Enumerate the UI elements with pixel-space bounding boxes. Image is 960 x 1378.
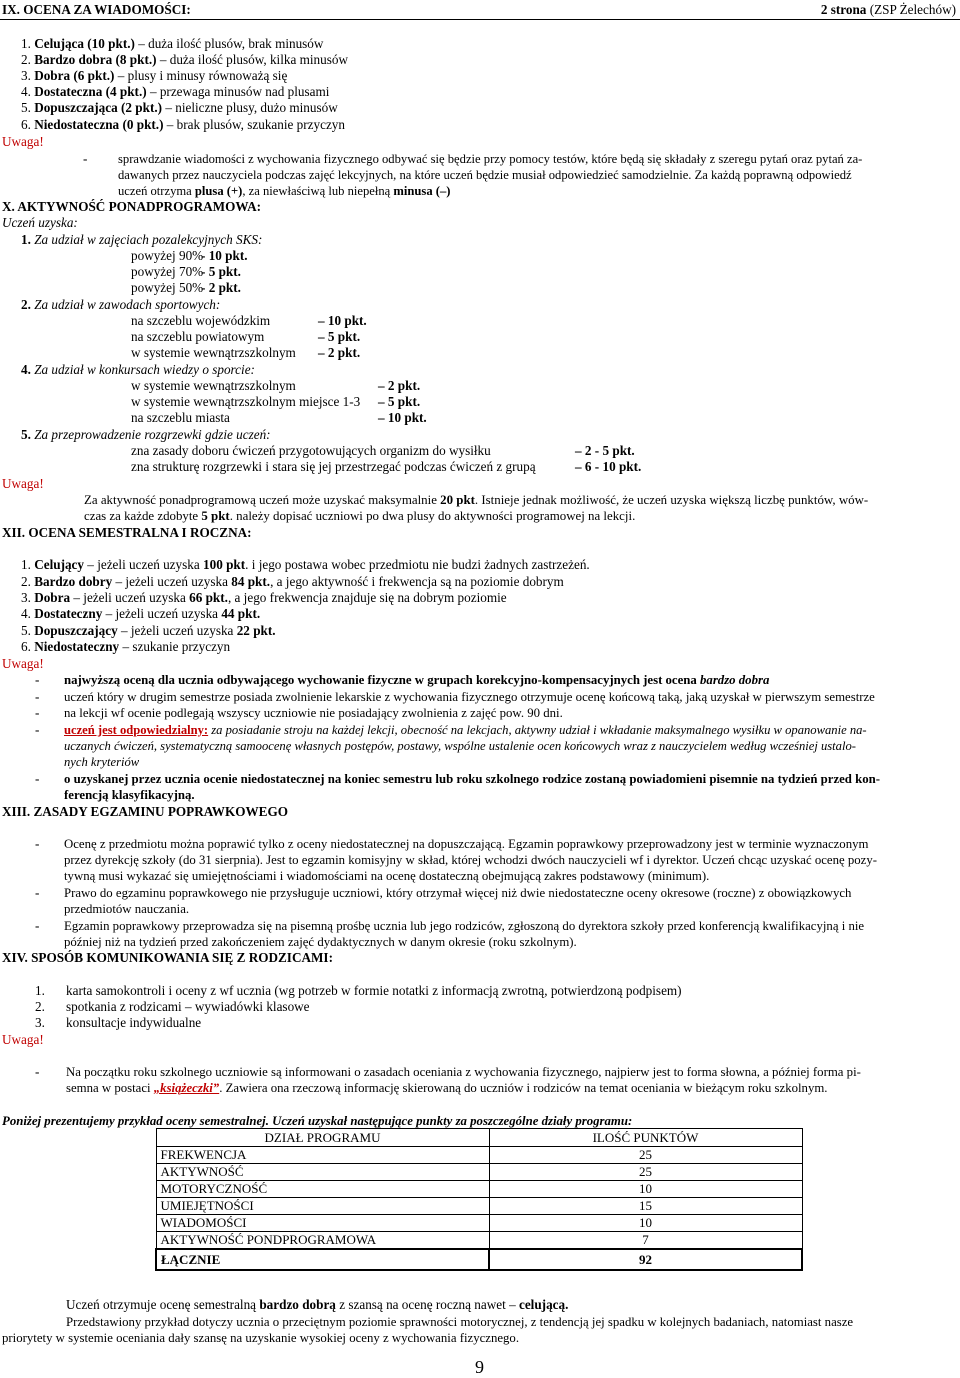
extra-row-label: w systemie wewnątrzszkolnym miejsce 1-3	[131, 394, 361, 409]
page-label-bold: 2 strona	[820, 2, 867, 17]
table-cell: WIADOMOŚCI	[156, 1215, 489, 1232]
extra-row-points: – 10 pkt.	[318, 313, 367, 328]
dash-bullet: -	[35, 689, 40, 704]
table-cell: 25	[489, 1164, 802, 1181]
list-item: 6. Niedostateczna (0 pkt.) – brak plusów, szukanie przyczyn	[21, 117, 345, 132]
extra-group-title: 5. Za przeprowadzenie rozgrzewki gdzie uczeń:	[21, 427, 271, 442]
semester-note: najwyższą oceną dla ucznia odbywającego wychowanie fizyczne w grupach korekcyjno-kompensacyjnych jest ocena bardzo dobra	[64, 673, 770, 687]
extra-row-points: – 2 pkt.	[318, 345, 361, 360]
list-item: 2. Bardzo dobry – jeżeli uczeń uzyska 84 pkt., a jego aktywność i frekwencja są na poziomie dobrym	[21, 574, 564, 589]
dash-bullet: -	[35, 705, 40, 720]
semester-note: nych kryteriów	[64, 755, 140, 769]
points-table	[155, 1128, 803, 1271]
dash-bullet: -	[83, 151, 88, 166]
semester-note: uczeń który w drugim semestrze posiada zwolnienie lekarskie z wychowania fizycznego otrzymuje ocenę końcową taką, jaką uzyskał w pierwszym semestrze	[64, 690, 875, 704]
dash-bullet: -	[35, 722, 40, 737]
dash-bullet: -	[35, 672, 40, 687]
dash-bullet: -	[35, 836, 40, 851]
table-row	[156, 1147, 802, 1164]
section-title-x: X. AKTYWNOŚĆ PONADPROGRAMOWA:	[2, 199, 261, 214]
table-cell: AKTYWNOŚĆ PONDPROGRAMOWA	[156, 1232, 489, 1250]
extra-subtitle: Uczeń uzyska:	[2, 215, 78, 230]
list-item: 5. Dopuszczająca (2 pkt.) – nieliczne plusy, dużo minusów	[21, 100, 338, 115]
dash-bullet: -	[35, 918, 40, 933]
extra-row-label: powyżej 50%	[131, 280, 204, 295]
extra-row-points: – 5 pkt.	[318, 329, 361, 344]
dash-bullet: -	[35, 771, 40, 786]
page-label-school: (ZSP Żelechów)	[866, 2, 956, 17]
uwaga-label: Uwaga!	[2, 1032, 44, 1047]
comm-note-line: Na początku roku szkolnego uczniowie są informowani o zasadach oceniania z wychowania fizycznego, najpierw jest to forma słowna, a później forma pi-	[66, 1065, 861, 1079]
extra-row-label: w systemie wewnątrzszkolnym	[131, 378, 296, 393]
section-title-xii: XII. OCENA SEMESTRALNA I ROCZNA:	[2, 525, 252, 540]
table-header: ILOŚĆ PUNKTÓW	[489, 1129, 802, 1147]
page-number: 9	[475, 1357, 484, 1377]
table-cell: AKTYWNOŚĆ	[156, 1164, 489, 1181]
list-item: 1. Celująca (10 pkt.) – duża ilość plusów, brak minusów	[21, 36, 324, 51]
extra-row-label: powyżej 70%	[131, 264, 204, 279]
table-row	[156, 1181, 802, 1198]
extra-row-label: zna strukturę rozgrzewki i stara się jej przestrzegać podczas ćwiczeń z grupą	[131, 459, 536, 474]
extra-row-label: na szczeblu miasta	[131, 410, 230, 425]
table-row	[156, 1232, 802, 1250]
extra-row-label: na szczeblu powiatowym	[131, 329, 265, 344]
table-cell: MOTORYCZNOŚĆ	[156, 1181, 489, 1198]
extra-note-line: Za aktywność ponadprogramową uczeń może uzyskać maksymalnie 20 pkt. Istnieje jednak możliwość, że uczeń uzyska większą liczbę punktów, wów-	[84, 493, 869, 507]
extra-row-points: – 2 - 5 pkt.	[575, 443, 635, 458]
knowledge-note-line: uczeń otrzyma plusa (+), za niewłaściwą lub niepełną minusa (–)	[118, 184, 451, 198]
extra-row-points: - 5 pkt.	[201, 264, 241, 279]
list-item: 1.	[35, 983, 45, 998]
table-total-label: ŁĄCZNIE	[156, 1249, 489, 1270]
uwaga-label: Uwaga!	[2, 656, 44, 671]
extra-group-title: 4. Za udział w konkursach wiedzy o sporcie:	[21, 362, 255, 377]
page-label	[821, 2, 956, 18]
table-cell: 15	[489, 1198, 802, 1215]
section-title-xiv: XIV. SPOSÓB KOMUNIKOWANIA SIĘ Z RODZICAMI:	[2, 950, 333, 965]
comm-note-line: semna w postaci „książeczki”. Zawiera ona rzeczową informację skierowaną do uczniów i rodziców na temat oceniania w bieżącym roku szkolnym.	[66, 1081, 828, 1095]
semester-note: o uzyskanej przez ucznia ocenie niedostatecznej na koniec semestru lub roku szkolnego rodzice zostaną powiadomieni pisemnie na tydzień przed kon-	[64, 772, 881, 786]
list-item: 5. Dopuszczający – jeżeli uczeń uzyska 22 pkt.	[21, 623, 276, 638]
list-item-text: karta samokontroli i oceny z wf ucznia (wg potrzeb w formie notatki z informacją zwrotną, potwierdzoną podpisem)	[66, 983, 682, 998]
list-item: 4. Dostateczna (4 pkt.) – przewaga minusów nad plusami	[21, 84, 330, 99]
exam-paragraph-line: Egzamin poprawkowy przeprowadza się na pisemną prośbę ucznia lub jego rodziców, zgłoszoną do dyrektora szkoły przed konferencją kwalifikacyjną i nie	[64, 919, 865, 933]
extra-row-label: na szczeblu wojewódzkim	[131, 313, 271, 328]
table-cell: UMIEJĘTNOŚCI	[156, 1198, 489, 1215]
dash-bullet: -	[35, 885, 40, 900]
extra-row-points: - 10 pkt.	[201, 248, 248, 263]
list-item: 3. Dobra (6 pkt.) – plusy i minusy równoważą się	[21, 68, 288, 83]
table-header: DZIAŁ PROGRAMU	[156, 1129, 489, 1147]
table-cell: 10	[489, 1215, 802, 1232]
list-item: 6. Niedostateczny – szukanie przyczyn	[21, 639, 231, 654]
list-item: 3.	[35, 1015, 45, 1030]
table-total-row	[156, 1249, 802, 1270]
table-row	[156, 1198, 802, 1215]
section-title-xiii: XIII. ZASADY EGZAMINU POPRAWKOWEGO	[2, 804, 288, 819]
extra-note-line: czas za każde zdobyte 5 pkt. należy dopisać uczniowi po dwa plusy do aktywności programowej na lekcji.	[84, 509, 636, 523]
list-item-text: spotkania z rodzicami – wywiadówki klasowe	[66, 999, 310, 1014]
exam-paragraph-line: Prawo do egzaminu poprawkowego nie przysługuje uczniowi, który otrzymał więcej niż dwie niedostateczne oceny okresowe (roczne) z obowiązkowych	[64, 886, 852, 900]
semester-note: ferencją klasyfikacyjną.	[64, 788, 195, 802]
extra-row-points: – 6 - 10 pkt.	[575, 459, 642, 474]
header-rule	[0, 19, 960, 20]
exam-paragraph-line: później niż na tydzień przed zakończeniem zajęć dydaktycznych w danym okresie (roku szkolnym).	[64, 935, 577, 949]
table-cell: 7	[489, 1232, 802, 1250]
list-item-text: konsultacje indywidualne	[66, 1015, 202, 1030]
exam-paragraph-line: przez dyrekcję szkoły (do 31 sierpnia). Jest to egzamin komisyjny w skład, której wchodzi dwóch nauczycieli wf i dyrektor. Uczeń chcąc uzyskać ocenę pozy-	[64, 853, 878, 867]
semester-note: uczanych ćwiczeń, systematyczną samoocenę własnych postępów, postawy, wspólne ustalenie ocen końcowych wraz z nauczycielem według wcześniej ustalo-	[64, 739, 856, 753]
table-cell: 25	[489, 1147, 802, 1164]
knowledge-note-line: sprawdzanie wiadomości z wychowania fizycznego odbywać się będzie przy pomocy testów, które będą się składały z szeregu pytań oraz pytań za-	[118, 152, 863, 166]
uwaga-label: Uwaga!	[2, 476, 44, 491]
semester-note: uczeń jest odpowiedzialny: za posiadanie stroju na każdej lekcji, obecność na lekcjach, aktywny udział i wkładanie maksymalnego wysiłku w opanowanie na-	[64, 723, 867, 737]
list-item: 2.	[35, 999, 45, 1014]
uwaga-label: Uwaga!	[2, 134, 44, 149]
extra-group-title: 1. Za udział w zajęciach pozalekcyjnych SKS:	[21, 232, 263, 247]
table-header-row	[156, 1129, 802, 1147]
dash-bullet: -	[35, 1064, 40, 1079]
extra-group-title: 2. Za udział w zawodach sportowych:	[21, 297, 221, 312]
exam-paragraph-line: tywną musi wykazać się umiejętnościami i wiadomościami na ocenę dostateczną obejmującą zakres podstawowy (minimum).	[64, 869, 710, 883]
list-item: 2. Bardzo dobra (8 pkt.) – duża ilość plusów, kilka minusów	[21, 52, 348, 67]
knowledge-note-line: dawanych przez nauczyciela podczas zajęć lekcyjnych, na które uczeń będzie musiał odpowiedzieć samodzielnie. Za każdą poprawną odpowiedź	[118, 168, 852, 182]
table-cell: FREKWENCJA	[156, 1147, 489, 1164]
extra-row-points: – 5 pkt.	[378, 394, 421, 409]
exam-paragraph-line: przedmiotów nauczania.	[64, 902, 190, 916]
extra-row-label: w systemie wewnątrzszkolnym	[131, 345, 296, 360]
closing-line: priorytety w systemie oceniania dały szansę na uzyskanie wysokiej oceny z wychowania fizycznego.	[2, 1331, 520, 1345]
list-item: 1. Celujący – jeżeli uczeń uzyska 100 pkt. i jego postawa wobec przedmiotu nie budzi żadnych zastrzeżeń.	[21, 557, 590, 572]
extra-row-points: – 10 pkt.	[378, 410, 427, 425]
list-item: 3. Dobra – jeżeli uczeń uzyska 66 pkt., a jego frekwencja znajduje się na dobrym poziomie	[21, 590, 507, 605]
semester-note: na lekcji wf ocenie podlegają wszyscy uczniowie nie posiadający zwolnienia z zajęć pow. 90 dni.	[64, 706, 563, 720]
result-line: Uczeń otrzymuje ocenę semestralną bardzo dobrą z szansą na ocenę roczną nawet – celującą.	[66, 1297, 569, 1312]
extra-row-label: powyżej 90%	[131, 248, 204, 263]
table-row	[156, 1215, 802, 1232]
exam-paragraph-line: Ocenę z przedmiotu można poprawić tylko z oceny niedostatecznej na dopuszczającą. Egzamin poprawkowy przeprowadzony jest w terminie wyznaczonym	[64, 837, 869, 851]
closing-line: Przedstawiony przykład dotyczy ucznia o przeciętnym poziomie sprawności motorycznej, z tendencją jej spadku w kolejnych badaniach, natomiast nasze	[66, 1315, 854, 1329]
extra-row-label: zna zasady doboru ćwiczeń przygotowujących organizm do wysiłku	[131, 443, 491, 458]
extra-row-points: – 2 pkt.	[378, 378, 421, 393]
section-title-ix: IX. OCENA ZA WIADOMOŚCI:	[2, 2, 191, 17]
table-cell: 10	[489, 1181, 802, 1198]
example-intro: Poniżej prezentujemy przykład oceny semestralnej. Uczeń uzyskał następujące punkty za poszczególne działy programu:	[2, 1114, 633, 1128]
table-total-value: 92	[489, 1249, 802, 1270]
list-item: 4. Dostateczny – jeżeli uczeń uzyska 44 pkt.	[21, 606, 261, 621]
table-row	[156, 1164, 802, 1181]
extra-row-points: - 2 pkt.	[201, 280, 241, 295]
